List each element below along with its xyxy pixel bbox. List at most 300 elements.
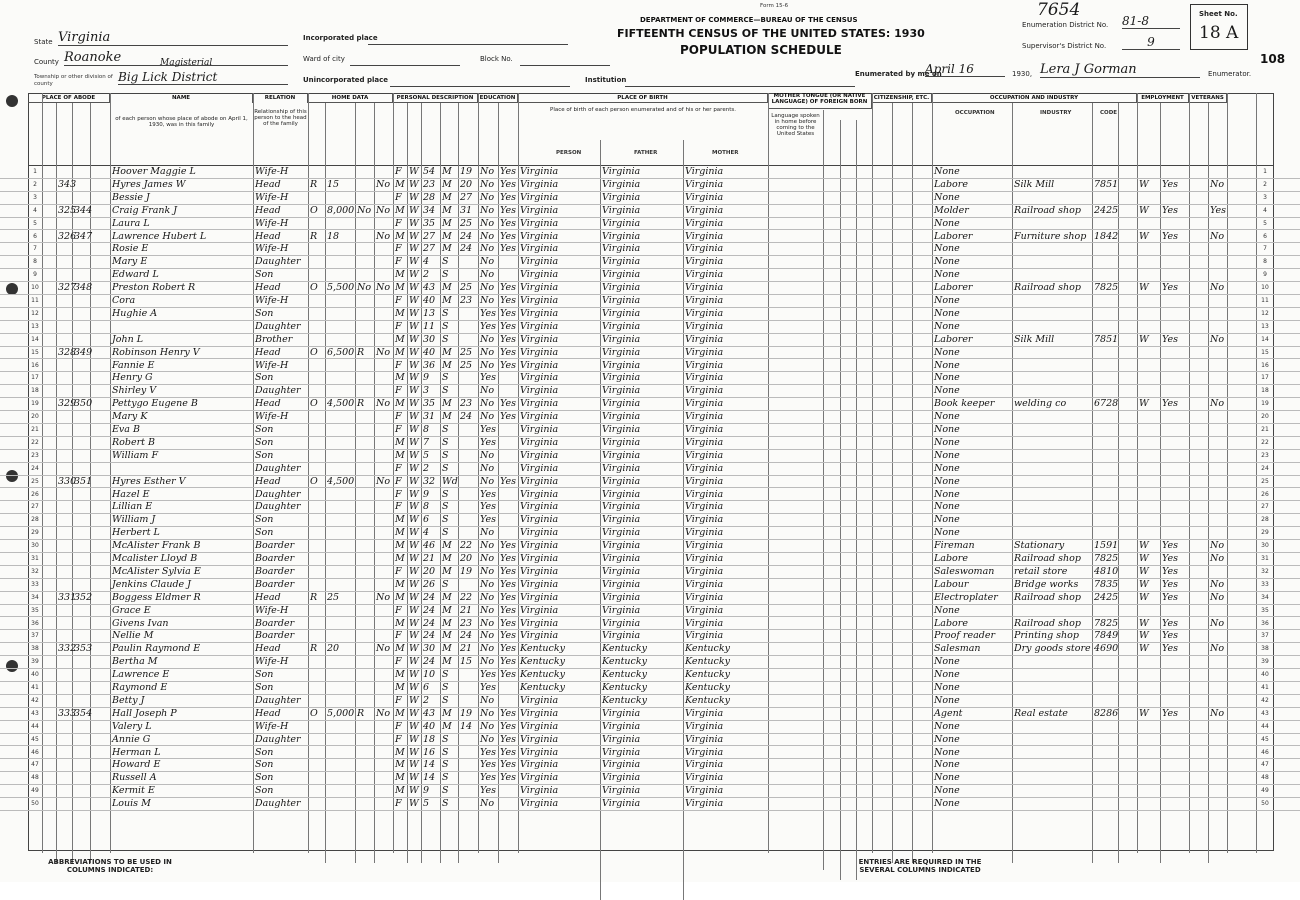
industry-cell: retail store (1014, 565, 1068, 577)
race-cell: W (409, 359, 419, 371)
father-birthplace-cell: Virginia (602, 449, 641, 461)
marital-status-cell: M (442, 204, 452, 216)
group-personal-description: PERSONAL DESCRIPTION (393, 93, 478, 103)
family-number-cell: 347 (74, 230, 93, 242)
can-read-cell: Yes (500, 630, 516, 642)
relation-cell: Daughter (255, 798, 301, 810)
tenure-cell: R (310, 178, 318, 190)
line-number-right: 33 (1261, 580, 1269, 588)
birthplace-cell: Virginia (520, 230, 559, 242)
occupation-cell: None (934, 772, 960, 784)
school-cell: No (480, 166, 495, 177)
marital-status-cell: M (442, 230, 452, 242)
age-cell: 5 (423, 449, 430, 461)
age-at-marriage-cell: 25 (460, 282, 473, 294)
school-cell: No (480, 578, 495, 590)
age-cell: 9 (423, 785, 430, 797)
farm-cell: No (376, 178, 391, 190)
father-birthplace-cell: Virginia (602, 320, 641, 332)
class-of-worker-cell: W (1139, 204, 1149, 216)
dwelling-number-cell: 327 (58, 282, 77, 294)
line-number-right: 46 (1261, 748, 1269, 756)
class-of-worker-cell: W (1139, 540, 1149, 552)
school-cell: No (480, 269, 495, 281)
age-at-marriage-cell: 25 (460, 217, 473, 229)
farm-cell: No (376, 230, 391, 242)
age-cell: 11 (423, 320, 436, 332)
code-cell: 7849 (1094, 630, 1119, 642)
race-cell: W (409, 295, 419, 306)
occupation-cell: Laborer (934, 282, 973, 294)
marital-status-cell: S (442, 333, 449, 345)
sex-cell: F (395, 191, 402, 203)
incorporated-label: Incorporated place (303, 34, 378, 42)
occupation-cell: None (934, 411, 960, 423)
group-mother-tongue: MOTHER TONGUE (OR NATIVE LANGUAGE) OF FOREIGN BORN (768, 93, 872, 109)
radio-set-cell: No (357, 282, 372, 294)
table-row (0, 747, 1300, 760)
marital-status-cell: S (442, 488, 449, 500)
marital-status-cell: S (442, 694, 449, 706)
occupation-cell: Fireman (934, 540, 975, 552)
occupation-cell: Labore (934, 617, 968, 629)
line-number-left: 22 (31, 438, 39, 446)
table-row (0, 605, 1300, 618)
township-label: Township or other division of county (34, 74, 113, 87)
father-birthplace-cell: Virginia (602, 256, 641, 268)
relation-cell: Daughter (255, 501, 301, 513)
veteran-cell: No (1210, 617, 1225, 629)
line-number-right: 50 (1261, 800, 1269, 808)
age-cell: 34 (423, 204, 436, 216)
line-number-right: 17 (1261, 374, 1269, 382)
marital-status-cell: M (442, 217, 452, 229)
line-number-right: 45 (1261, 735, 1269, 743)
mother-birthplace-cell: Virginia (685, 565, 724, 577)
person-name-cell: Craig Frank J (112, 204, 178, 216)
sex-cell: M (395, 707, 405, 719)
relation-cell: Head (255, 591, 281, 603)
age-cell: 23 (423, 178, 436, 190)
line-number-left: 44 (31, 722, 39, 730)
table-row (0, 166, 1300, 179)
father-birthplace-cell: Virginia (602, 759, 641, 771)
race-cell: W (409, 411, 419, 423)
at-work-cell: Yes (1162, 282, 1178, 294)
father-birthplace-cell: Virginia (602, 295, 641, 306)
can-read-cell: Yes (500, 759, 516, 771)
occupation-cell: None (934, 359, 960, 371)
school-cell: No (480, 604, 495, 616)
age-at-marriage-cell: 24 (460, 411, 473, 423)
mother-birthplace-cell: Virginia (685, 707, 724, 719)
industry-cell: Railroad shop (1014, 591, 1081, 603)
dwelling-number-cell: 332 (58, 643, 77, 655)
school-cell: No (480, 359, 495, 371)
relation-cell: Boarder (255, 630, 295, 642)
marital-status-cell: S (442, 449, 449, 461)
table-row (0, 592, 1300, 605)
birthplace-cell: Virginia (520, 385, 559, 397)
sex-cell: F (395, 604, 402, 616)
veteran-cell: No (1210, 540, 1225, 552)
birthplace-cell: Virginia (520, 346, 559, 358)
can-read-cell: Yes (500, 617, 516, 629)
person-name-cell: Bessie J (112, 191, 150, 203)
birthplace-cell: Virginia (520, 282, 559, 294)
at-work-cell: Yes (1162, 398, 1178, 410)
sex-cell: F (395, 694, 402, 706)
occupation-cell: None (934, 436, 960, 448)
race-cell: W (409, 785, 419, 797)
age-cell: 24 (423, 591, 436, 603)
mother-birthplace-cell: Virginia (685, 488, 724, 500)
line-number-right: 18 (1261, 387, 1269, 395)
radio-set-cell: No (357, 204, 372, 216)
sex-cell: F (395, 565, 402, 577)
table-row (0, 579, 1300, 592)
school-cell: Yes (480, 372, 496, 384)
sex-cell: F (395, 243, 402, 255)
can-read-cell: Yes (500, 204, 516, 216)
father-birthplace-cell: Virginia (602, 527, 641, 539)
occupation-cell: Proof reader (934, 630, 995, 642)
age-cell: 3 (423, 385, 430, 397)
marital-status-cell: M (442, 178, 452, 190)
race-cell: W (409, 307, 419, 319)
mother-birthplace-cell: Kentucky (685, 656, 730, 668)
code-cell: 8286 (1094, 707, 1119, 719)
tenure-cell: R (310, 591, 318, 603)
age-at-marriage-cell: 25 (460, 346, 473, 358)
father-birthplace-cell: Virginia (602, 772, 641, 784)
person-name-cell: Annie G (112, 733, 151, 745)
class-of-worker-cell: W (1139, 578, 1149, 590)
group-home-data: HOME DATA (308, 93, 393, 103)
line-number-right: 12 (1261, 309, 1269, 317)
table-row (0, 205, 1300, 218)
sex-cell: M (395, 346, 405, 358)
school-cell: Yes (480, 669, 496, 681)
veteran-cell: No (1210, 553, 1225, 564)
block-line (520, 64, 610, 66)
line-number-right: 49 (1261, 787, 1269, 795)
age-cell: 2 (423, 462, 430, 474)
veteran-cell: No (1210, 707, 1225, 719)
person-name-cell: Cora (112, 295, 136, 306)
unincorporated-line (390, 85, 570, 87)
code-cell: 1842 (1094, 230, 1119, 242)
header-relation-desc: Relationship of this person to the head of the family (254, 109, 307, 127)
person-name-cell: Raymond E (112, 682, 168, 693)
occupation-cell: None (934, 449, 960, 461)
line-number-left: 28 (31, 516, 39, 524)
enumerated-year: 1930, (1012, 70, 1033, 78)
occupation-cell: None (934, 604, 960, 616)
marital-status-cell: M (442, 656, 452, 668)
line-number-left: 20 (31, 413, 39, 421)
sex-cell: M (395, 230, 405, 242)
race-cell: W (409, 462, 419, 474)
school-cell: Yes (480, 772, 496, 784)
dwelling-number-cell: 343 (58, 178, 77, 190)
birthplace-cell: Kentucky (520, 682, 565, 693)
relation-cell: Boarder (255, 578, 295, 590)
occupation-cell: None (934, 295, 960, 306)
relation-cell: Daughter (255, 733, 301, 745)
sex-cell: F (395, 320, 402, 332)
age-at-marriage-cell: 27 (460, 191, 473, 203)
race-cell: W (409, 488, 419, 500)
page-number: 108 (1260, 52, 1286, 66)
mother-birthplace-cell: Virginia (685, 785, 724, 797)
industry-cell: Bridge works (1014, 578, 1079, 590)
relation-cell: Son (255, 424, 274, 435)
race-cell: W (409, 191, 419, 203)
race-cell: W (409, 320, 419, 332)
marital-status-cell: M (442, 243, 452, 255)
occupation-cell: None (934, 475, 960, 487)
father-birthplace-cell: Virginia (602, 372, 641, 384)
sex-cell: M (395, 178, 405, 190)
can-read-cell: Yes (500, 669, 516, 681)
institution-label: Institution (585, 76, 627, 84)
sex-cell: M (395, 269, 405, 281)
mother-birthplace-cell: Virginia (685, 462, 724, 474)
tenure-cell: R (310, 230, 318, 242)
mother-birthplace-cell: Virginia (685, 243, 724, 255)
sex-cell: F (395, 424, 402, 435)
age-at-marriage-cell: 15 (460, 656, 473, 668)
birthplace-cell: Virginia (520, 630, 559, 642)
at-work-cell: Yes (1162, 617, 1178, 629)
table-row (0, 308, 1300, 321)
class-of-worker-cell: W (1139, 398, 1149, 410)
table-row (0, 243, 1300, 256)
mother-birthplace-cell: Kentucky (685, 682, 730, 693)
mother-birthplace-cell: Virginia (685, 578, 724, 590)
sex-cell: F (395, 656, 402, 668)
race-cell: W (409, 527, 419, 539)
person-name-cell: Bertha M (112, 656, 158, 668)
father-birthplace-cell: Virginia (602, 204, 641, 216)
race-cell: W (409, 333, 419, 345)
line-number-left: 41 (31, 684, 39, 691)
race-cell: W (409, 449, 419, 461)
occupation-cell: None (934, 682, 960, 693)
family-number-cell: 350 (74, 398, 93, 410)
table-row (0, 179, 1300, 192)
relation-cell: Boarder (255, 565, 295, 577)
line-number-left: 37 (31, 632, 39, 640)
birthplace-cell: Virginia (520, 514, 559, 526)
school-cell: No (480, 191, 495, 203)
person-name-cell: Hyres James W (112, 178, 186, 190)
birthplace-cell: Virginia (520, 578, 559, 590)
race-cell: W (409, 166, 419, 177)
father-birthplace-cell: Kentucky (602, 694, 647, 706)
table-row (0, 553, 1300, 566)
family-number-cell: 353 (74, 643, 93, 655)
relation-cell: Head (255, 178, 281, 190)
county-label: County (34, 58, 59, 66)
birthplace-cell: Virginia (520, 694, 559, 706)
header-code: CODE (1100, 110, 1118, 116)
family-number-cell: 352 (74, 591, 93, 603)
relation-cell: Wife-H (255, 243, 289, 255)
mother-birthplace-cell: Virginia (685, 191, 724, 203)
birthplace-cell: Virginia (520, 540, 559, 552)
school-cell: No (480, 617, 495, 629)
dwelling-number-cell: 333 (58, 707, 77, 719)
dwelling-number-cell: 331 (58, 591, 77, 603)
sex-cell: F (395, 385, 402, 397)
marital-status-cell: M (442, 565, 452, 577)
relation-cell: Son (255, 785, 274, 797)
mother-birthplace-cell: Virginia (685, 307, 724, 319)
class-of-worker-cell: W (1139, 643, 1149, 655)
line-number-left: 11 (31, 297, 39, 304)
table-row (0, 437, 1300, 450)
can-read-cell: Yes (500, 282, 516, 294)
occupation-cell: None (934, 694, 960, 706)
relation-cell: Son (255, 772, 274, 784)
tenure-cell: O (310, 204, 318, 216)
age-cell: 20 (423, 565, 436, 577)
class-of-worker-cell: W (1139, 617, 1149, 629)
industry-cell: Railroad shop (1014, 553, 1081, 564)
line-number-left: 17 (31, 374, 39, 382)
code-cell: 7825 (1094, 617, 1119, 629)
mother-birthplace-cell: Virginia (685, 385, 724, 397)
tenure-cell: O (310, 346, 318, 358)
relation-cell: Son (255, 527, 274, 539)
line-number-left: 36 (31, 619, 39, 627)
home-value-cell: 5,500 (327, 282, 355, 294)
marital-status-cell: M (442, 591, 452, 603)
tenure-cell: O (310, 398, 318, 410)
can-read-cell: Yes (500, 295, 516, 306)
race-cell: W (409, 746, 419, 758)
age-at-marriage-cell: 23 (460, 617, 473, 629)
line-number-left: 33 (31, 580, 39, 588)
race-cell: W (409, 565, 419, 577)
relation-cell: Wife-H (255, 166, 289, 177)
occupation-cell: None (934, 501, 960, 513)
race-cell: W (409, 256, 419, 268)
person-name-cell: Lillian E (112, 501, 153, 513)
birthplace-cell: Virginia (520, 424, 559, 435)
school-cell: No (480, 204, 495, 216)
occupation-cell: Electroplater (934, 591, 998, 603)
marital-status-cell: S (442, 682, 449, 693)
ward-label: Ward of city (303, 55, 345, 63)
age-at-marriage-cell: 21 (460, 643, 473, 655)
relation-cell: Daughter (255, 694, 301, 706)
age-at-marriage-cell: 24 (460, 230, 473, 242)
veteran-cell: No (1210, 230, 1225, 242)
birthplace-cell: Virginia (520, 591, 559, 603)
relation-cell: Son (255, 372, 274, 384)
dwelling-number-cell: 330 (58, 475, 77, 487)
form-number: Form 15-6 (760, 3, 789, 9)
group-place-of-birth: PLACE OF BIRTH (518, 93, 768, 103)
father-birthplace-cell: Virginia (602, 746, 641, 758)
header-industry: INDUSTRY (1040, 110, 1072, 116)
sex-cell: M (395, 333, 405, 345)
person-name-cell: Eva B (112, 424, 140, 435)
state-label: State (34, 38, 53, 46)
race-cell: W (409, 694, 419, 706)
family-number-cell: 344 (74, 204, 93, 216)
table-row (0, 450, 1300, 463)
sheet-value: 18 A (1199, 23, 1239, 43)
age-cell: 24 (423, 630, 436, 642)
sheet-number-box (1190, 4, 1248, 50)
father-birthplace-cell: Virginia (602, 243, 641, 255)
sex-cell: M (395, 436, 405, 448)
sex-cell: M (395, 617, 405, 629)
sheet-label: Sheet No. (1199, 10, 1238, 18)
relation-cell: Son (255, 669, 274, 681)
line-number-right: 30 (1261, 542, 1269, 550)
marital-status-cell: S (442, 436, 449, 448)
line-number-left: 3 (33, 193, 37, 201)
mother-birthplace-cell: Virginia (685, 269, 724, 281)
veteran-cell: No (1210, 643, 1225, 655)
table-row (0, 411, 1300, 424)
county-value: Roanoke (64, 50, 288, 66)
at-work-cell: Yes (1162, 630, 1178, 642)
birthplace-cell: Virginia (520, 333, 559, 345)
person-name-cell: Jenkins Claude J (112, 578, 191, 590)
mother-birthplace-cell: Virginia (685, 359, 724, 371)
line-number-right: 37 (1261, 632, 1269, 640)
sex-cell: M (395, 514, 405, 526)
table-row (0, 618, 1300, 631)
ward-line (350, 64, 460, 66)
at-work-cell: Yes (1162, 578, 1178, 590)
school-cell: No (480, 694, 495, 706)
incorporated-line (368, 43, 568, 45)
sex-cell: M (395, 682, 405, 693)
sex-cell: M (395, 527, 405, 539)
age-cell: 28 (423, 191, 436, 203)
header-father: FATHER (634, 150, 658, 156)
sex-cell: M (395, 578, 405, 590)
mother-birthplace-cell: Virginia (685, 295, 724, 306)
code-cell: 4690 (1094, 643, 1119, 655)
relation-cell: Wife-H (255, 656, 289, 668)
can-read-cell: Yes (500, 320, 516, 332)
marital-status-cell: S (442, 759, 449, 771)
industry-cell: Railroad shop (1014, 282, 1081, 294)
relation-cell: Boarder (255, 617, 295, 629)
person-name-cell: Howard E (112, 759, 161, 771)
line-number-left: 21 (31, 426, 39, 433)
sex-cell: F (395, 359, 402, 371)
marital-status-cell: S (442, 772, 449, 784)
school-cell: No (480, 295, 495, 306)
person-name-cell: Mcalister Lloyd B (112, 553, 198, 564)
race-cell: W (409, 617, 419, 629)
line-number-left: 16 (31, 361, 39, 369)
school-cell: Yes (480, 514, 496, 526)
table-row (0, 231, 1300, 244)
person-name-cell: Edward L (112, 269, 159, 281)
marital-status-cell: Wd (442, 475, 458, 487)
mother-birthplace-cell: Virginia (685, 630, 724, 642)
